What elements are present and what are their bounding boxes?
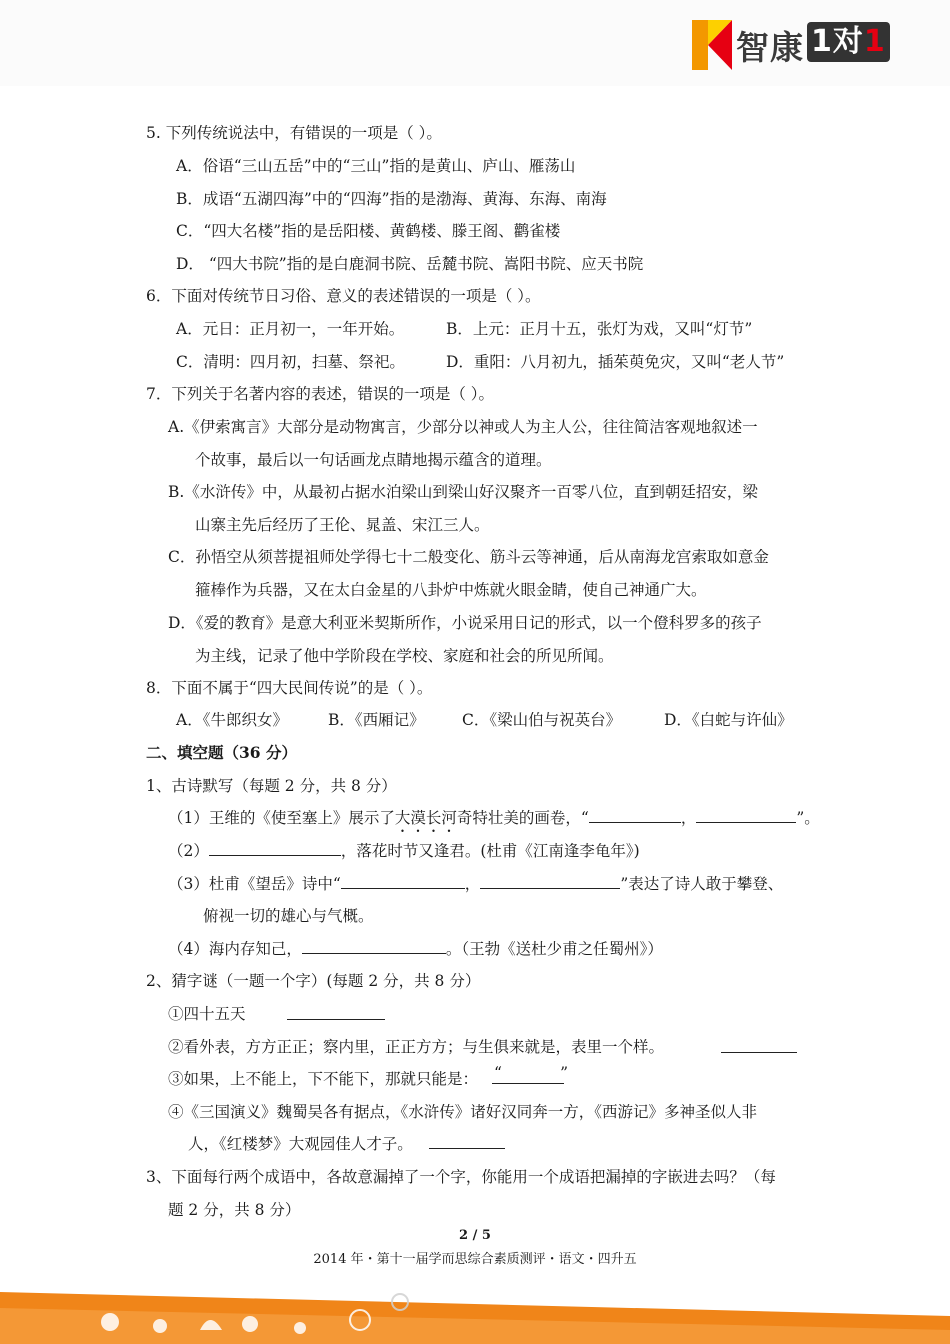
q6-option-b: B．上元：正月十五，张灯为戏，又叫“灯节” bbox=[446, 320, 753, 338]
fill1-item3: （3）杜甫《望岳》诗中“ ， ”表达了诗人敢于攀登、 bbox=[168, 875, 784, 893]
q5-stem: 5. 下列传统说法中，有错误的一项是（ ）。 bbox=[146, 124, 442, 142]
q7-option-b-line1: B.《水浒传》中，从最初占据水泊梁山到梁山好汉聚齐一百零八位，直到朝廷招安，梁 bbox=[168, 483, 758, 501]
answer-blank[interactable] bbox=[287, 1005, 385, 1020]
q5-option-d: D． “四大书院”指的是白鹿洞书院、岳麓书院、嵩阳书院、应天书院 bbox=[176, 255, 644, 273]
q7-option-d-line2: 为主线，记录了他中学阶段在学校、家庭和社会的所见所闻。 bbox=[195, 647, 614, 665]
q6-option-d: D．重阳：八月初九，插茱萸免灾，又叫“老人节” bbox=[446, 353, 785, 371]
fill3-title-line2: 题 2 分，共 8 分） bbox=[168, 1201, 301, 1219]
q5-option-c: C．“四大名楼”指的是岳阳楼、黄鹤楼、滕王阁、鹳雀楼 bbox=[176, 222, 561, 240]
q8-stem: 8．下面不属于“四大民间传说”的是（ ）。 bbox=[146, 679, 433, 697]
fill2-title: 2、猜字谜（一题一个字）(每题 2 分，共 8 分） bbox=[146, 972, 481, 990]
fill1-title: 1、古诗默写（每题 2 分，共 8 分） bbox=[146, 777, 397, 795]
q5-option-b: B．成语“五湖四海”中的“四海”指的是渤海、黄海、东海、南海 bbox=[176, 190, 607, 208]
answer-blank[interactable] bbox=[696, 808, 796, 823]
fill1-item2: （2） ，落花时节又逢君。(杜甫《江南逢李龟年》) bbox=[168, 842, 640, 860]
answer-blank[interactable] bbox=[721, 1038, 797, 1053]
q6-option-c: C．清明：四月初，扫墓、祭祀。 bbox=[176, 353, 405, 371]
fill2-riddle3: ③如果，上不能上，下不能下，那就只能是： “ ” bbox=[168, 1064, 569, 1088]
brand-logo bbox=[692, 20, 892, 72]
q8-option-d: D．《白蛇与许仙》 bbox=[664, 711, 793, 729]
q5-option-a: A．俗语“三山五岳”中的“三山”指的是黄山、庐山、雁荡山 bbox=[176, 157, 576, 175]
answer-blank[interactable] bbox=[589, 808, 681, 823]
fill2-riddle4-line1: ④《三国演义》魏蜀吴各有据点，《水浒传》诸好汉同奔一方，《西游记》多神圣似人非 bbox=[168, 1103, 758, 1121]
fill2-riddle1: ①四十五天 bbox=[168, 1005, 246, 1023]
fill3-title-line1: 3、下面每行两个成语中，各故意漏掉了一个字，你能用一个成语把漏掉的字嵌进去吗？（每 bbox=[146, 1168, 776, 1186]
q7-option-a-line2: 个故事，最后以一句话画龙点睛地揭示蕴含的道理。 bbox=[195, 451, 552, 469]
q8-option-b: B．《西厢记》 bbox=[328, 711, 425, 729]
brand-logo-icon bbox=[692, 20, 732, 70]
q7-option-d-line1: D．《爱的教育》是意大利亚米契斯所作，小说采用日记的形式，以一个僜科罗多的孩子 bbox=[168, 614, 762, 632]
page-number: 2 / 5 bbox=[459, 1228, 491, 1243]
q7-stem: 7．下列关于名著内容的表述，错误的一项是（ ）。 bbox=[146, 385, 495, 403]
bottom-decoration bbox=[0, 1280, 950, 1344]
fill2-riddle4-line2: 人，《红楼梦》大观园佳人才子。 bbox=[188, 1134, 505, 1154]
fill1-item1: （1）王维的《使至塞上》展示了大漠长河奇特壮美的画卷，“ ， ”。 bbox=[168, 809, 820, 827]
section-title-fill-in: 二、填空题（36 分） bbox=[146, 743, 297, 762]
q6-stem: 6．下面对传统节日习俗、意义的表述错误的一项是（ ）。 bbox=[146, 287, 541, 305]
answer-blank[interactable] bbox=[302, 939, 446, 954]
q6-option-a: A．元日：正月初一，一年开始。 bbox=[176, 320, 405, 338]
q8-option-a: A．《牛郎织女》 bbox=[176, 711, 288, 729]
q7-option-c-line2: 箍棒作为兵器，又在太白金星的八卦炉中炼就火眼金睛，使自己神通广大。 bbox=[195, 581, 707, 599]
brand-name: 智康 1对1 bbox=[736, 22, 890, 69]
q7-option-b-line2: 山寨主先后经历了王伦、晁盖、宋江三人。 bbox=[195, 516, 490, 534]
answer-blank[interactable] bbox=[209, 841, 341, 856]
q7-option-c-line1: C．孙悟空从须菩提祖师处学得七十二般变化、筋斗云等神通，后从南海龙宫索取如意金 bbox=[168, 548, 769, 566]
fill1-item3-line2: 俯视一切的雄心与气概。 bbox=[203, 907, 374, 925]
answer-blank[interactable] bbox=[480, 874, 620, 889]
answer-blank[interactable] bbox=[341, 874, 465, 889]
answer-blank[interactable]: “ ” bbox=[494, 1064, 569, 1082]
footer-text: 2014 年・第十一届学而思综合素质测评・语文・四升五 bbox=[313, 1252, 637, 1267]
answer-blank[interactable] bbox=[429, 1134, 505, 1149]
q7-option-a-line1: A.《伊索寓言》大部分是动物寓言，少部分以神或人为主人公，往往简洁客观地叙述一 bbox=[168, 418, 758, 436]
q8-option-c: C．《梁山伯与祝英台》 bbox=[462, 711, 622, 729]
fill1-item4: （4）海内存知己， 。（王勃《送杜少甫之任蜀州》） bbox=[168, 940, 663, 958]
fill2-riddle2: ②看外表，方方正正；察内里，正正方方；与生俱来就是，表里一个样。 bbox=[168, 1038, 665, 1056]
